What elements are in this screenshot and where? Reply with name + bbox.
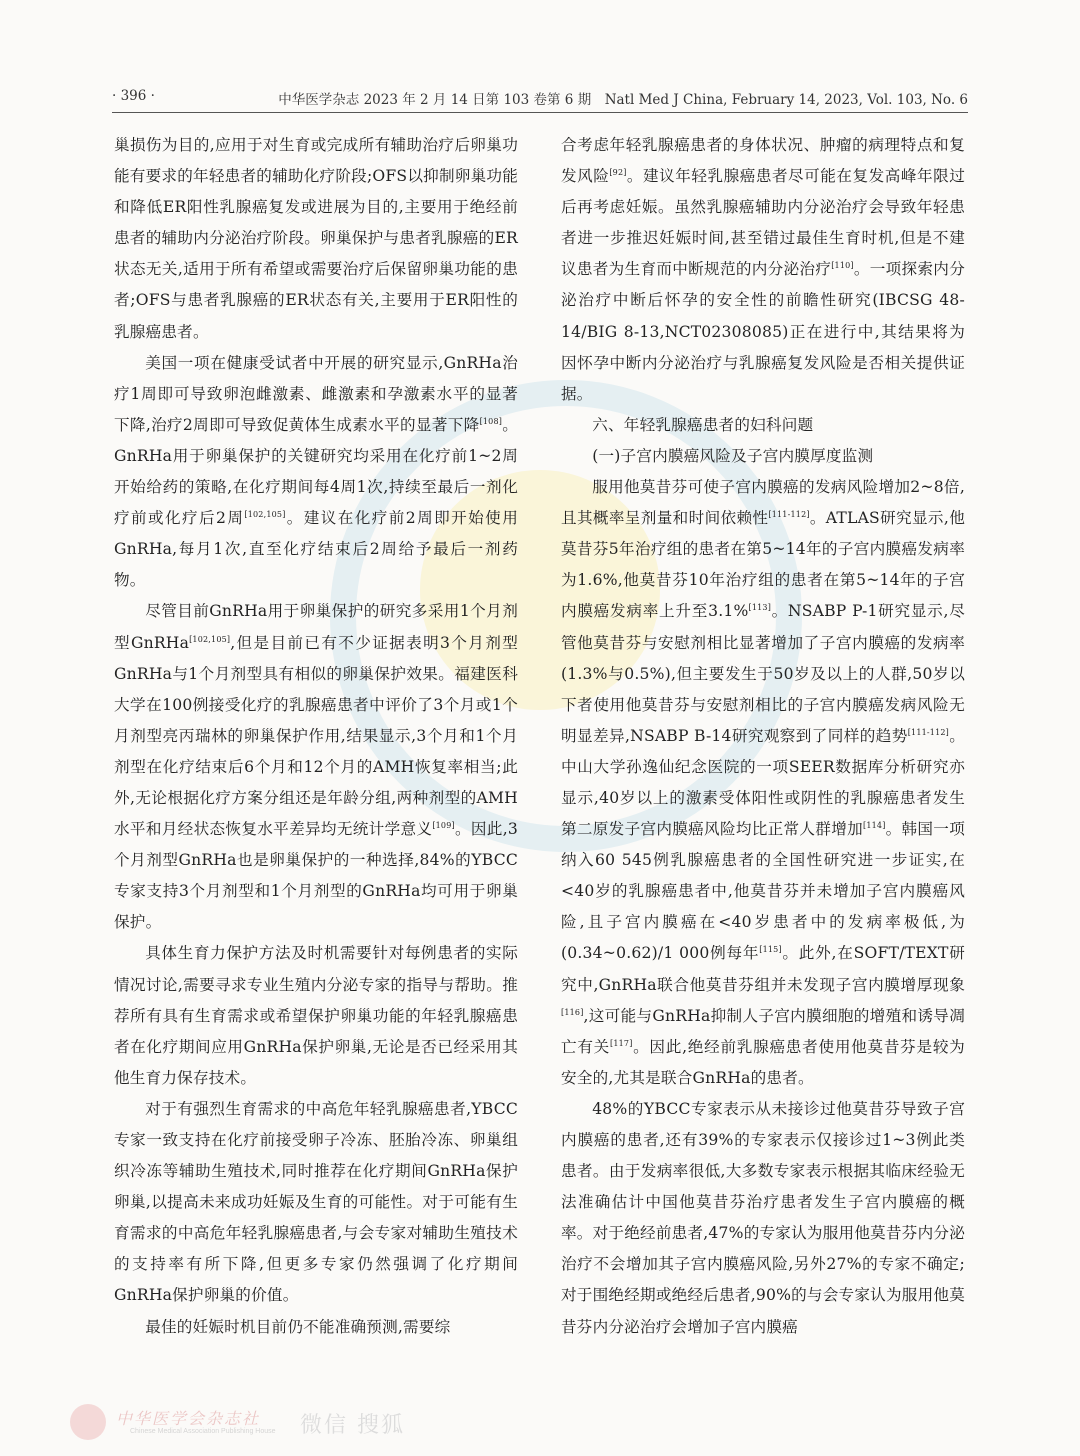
right-column xyxy=(561,130,965,1343)
left-column xyxy=(114,130,518,1343)
subsection-heading: (一)子宫内膜癌风险及子宫内膜厚度监测 xyxy=(592,446,874,465)
paragraph: 服用他莫昔芬可使子宫内膜癌的发病风险增加2~8倍,且其概率呈剂量和时间依赖性[111-112]。ATLAS研究显示,他莫昔芬5年治疗组的患者在第5~14年的子宫内膜癌发病率为1.6%,他莫昔芬10年治疗组的患者在第5~14年的子宫内膜癌发病率上升至3.1%[113]。NSABP P-1研究显示,尽管他莫昔芬与安慰剂相比显著增加了子宫内膜癌的发病率(1.3%与0.5%),但主要发生于50岁及以上的人群,50岁以下者使用他莫昔芬与安慰剂相比的子宫内膜癌发病风险无明显差异,NSABP B-14研究观察到了同样的趋势[111-112]。中山大学孙逸仙纪念医院的一项SEER数据库分析研究亦显示,40岁以上的激素受体阳性或阴性的乳腺癌患者发生第二原发子宫内膜癌风险均比正常人群增加[114]。韩国一项纳入60 545例乳腺癌患者的全国性研究进一步证实,在<40岁的乳腺癌患者中,他莫昔芬并未增加子宫内膜癌风险,且子宫内膜癌在<40岁患者中的发病率极低,为(0.34~0.62)/1 000例每年[115]。此外,在SOFT/TEXT研究中,GnRHa联合他莫昔芬组并未发现子宫内膜增厚现象[116],这可能与GnRHa抑制人子宫内膜细胞的增殖和诱导凋亡有关[117]。因此,绝经前乳腺癌患者使用他莫昔芬是较为安全的,尤其是联合GnRHa的患者。 xyxy=(561,478,966,1087)
publisher-name-en: Chinese Medical Association Publishing House xyxy=(130,1428,276,1435)
running-header xyxy=(112,88,968,114)
publisher-name: 中华医学会杂志社 xyxy=(116,1409,261,1428)
flower-icon xyxy=(70,1404,106,1440)
paragraph: 巢损伤为目的,应用于对生育或完成所有辅助治疗后卵巢功能有要求的年轻患者的辅助化疗阶段;OFS以抑制卵巢功能和降低ER阳性乳腺癌复发或进展为目的,主要用于绝经前患者的辅助内分泌治疗阶段。卵巢保护与患者乳腺癌的ER状态无关,适用于所有希望或需要治疗后保留卵巢功能的患者;OFS与患者乳腺癌的ER状态有关,主要用于ER阳性的乳腺癌患者。 xyxy=(114,136,518,341)
page-number: · 396 · xyxy=(112,88,155,104)
citation-ref: [114] xyxy=(863,820,886,830)
citation-ref: [113] xyxy=(748,603,772,613)
citation-ref: [102,105] xyxy=(189,634,231,644)
paragraph: 具体生育力保护方法及时机需要针对每例患者的实际情况讨论,需要寻求专业生殖内分泌专家的指导与帮助。推荐所有具有生育需求或希望保护卵巢功能的年轻乳腺癌患者在化疗期间应用GnRHa保护卵巢,无论是否已经采用其他生育力保存技术。 xyxy=(114,944,518,1087)
citation-ref: [109] xyxy=(432,820,455,830)
citation-ref: [108] xyxy=(479,416,503,426)
citation-ref: [92] xyxy=(609,167,627,177)
journal-citation: 中华医学杂志 2023 年 2 月 14 日第 103 卷第 6 期 Natl Med J China, February 14, 2023, Vol. 103, No. 6 xyxy=(278,92,968,108)
citation-ref: [111-112] xyxy=(907,727,950,737)
citation-ref: [110] xyxy=(831,261,854,271)
platform-watermark: 微信 搜狐 xyxy=(300,1413,405,1438)
paragraph: 对于有强烈生育需求的中高危年轻乳腺癌患者,YBCC专家一致支持在化疗前接受卵子冷冻、胚胎冷冻、卵巢组织冷冻等辅助生殖技术,同时推荐在化疗期间GnRHa保护卵巢,以提高未来成功妊娠及生育的可能性。对于可能有生育需求的中高危年轻乳腺癌患者,与会专家对辅助生殖技术的支持率有所下降,但更多专家仍然强调了化疗期间GnRHa保护卵巢的价值。 xyxy=(114,1099,518,1305)
section-heading: 六、年轻乳腺癌患者的妇科问题 xyxy=(592,415,814,434)
paragraph: 美国一项在健康受试者中开展的研究显示,GnRHa治疗1周即可导致卵泡雌激素、雌激素和孕激素水平的显著下降,治疗2周即可导致促黄体生成素水平的显著下降[108]。GnRHa用于卵巢保护的关键研究均采用在化疗前1~2周开始给药的策略,在化疗期间每4周1次,持续至最后一剂化疗前或化疗后2周[102,105]。建议在化疗前2周即开始使用GnRHa,每月1次,直至化疗结束后2周给予最后一剂药物。 xyxy=(114,353,518,590)
citation-ref: [116] xyxy=(561,1007,584,1017)
citation-ref: [111-112] xyxy=(768,509,810,519)
citation-ref: [117] xyxy=(610,1038,633,1048)
paragraph: 尽管目前GnRHa用于卵巢保护的研究多采用1个月剂型GnRHa[102,105],但是目前已有不少证据表明3个月剂型GnRHa与1个月剂型具有相似的卵巢保护效果。福建医科大学在100例接受化疗的乳腺癌患者中评价了3个月或1个月剂型亮丙瑞林的卵巢保护作用,结果显示,3个月和1个月剂型在化疗结束后6个月和12个月的AMH恢复率相当;此外,无论根据化疗方案分组还是年龄分组,两种剂型的AMH水平和月经状态恢复水平差异均无统计学意义[109]。因此,3个月剂型GnRHa也是卵巢保护的一种选择,84%的YBCC专家支持3个月剂型和1个月剂型的GnRHa均可用于卵巢保护。 xyxy=(114,602,519,932)
paragraph: 最佳的妊娠时机目前仍不能准确预测,需要综 xyxy=(145,1317,451,1336)
header-rule xyxy=(112,112,968,113)
citation-ref: [102,105] xyxy=(244,509,286,519)
paragraph: 合考虑年轻乳腺癌患者的身体状况、肿瘤的病理特点和复发风险[92]。建议年轻乳腺癌患者尽可能在复发高峰年限过后再考虑妊娠。虽然乳腺癌辅助内分泌治疗会导致年轻患者进一步推迟妊娠时间,甚至错过最佳生育时机,但是不建议患者为生育而中断规范的内分泌治疗[110]。一项探索内分泌治疗中断后怀孕的安全性的前瞻性研究(IBCSG 48-14/BIG 8-13,NCT02308085)正在进行中,其结果将为因怀孕中断内分泌治疗与乳腺癌复发风险是否相关提供证据。 xyxy=(561,136,966,403)
paragraph: 48%的YBCC专家表示从未接诊过他莫昔芬导致子宫内膜癌的患者,还有39%的专家表示仅接诊过1~3例此类患者。由于发病率很低,大多数专家表示根据其临床经验无法准确估计中国他莫昔芬治疗患者发生子宫内膜癌的概率。对于绝经前患者,47%的专家认为服用他莫昔芬内分泌治疗不会增加其子宫内膜癌风险,另外27%的专家不确定;对于围绝经期或绝经后患者,90%的与会专家认为服用他莫昔芬内分泌治疗会增加子宫内膜癌 xyxy=(561,1099,965,1336)
citation-ref: [115] xyxy=(759,945,782,955)
